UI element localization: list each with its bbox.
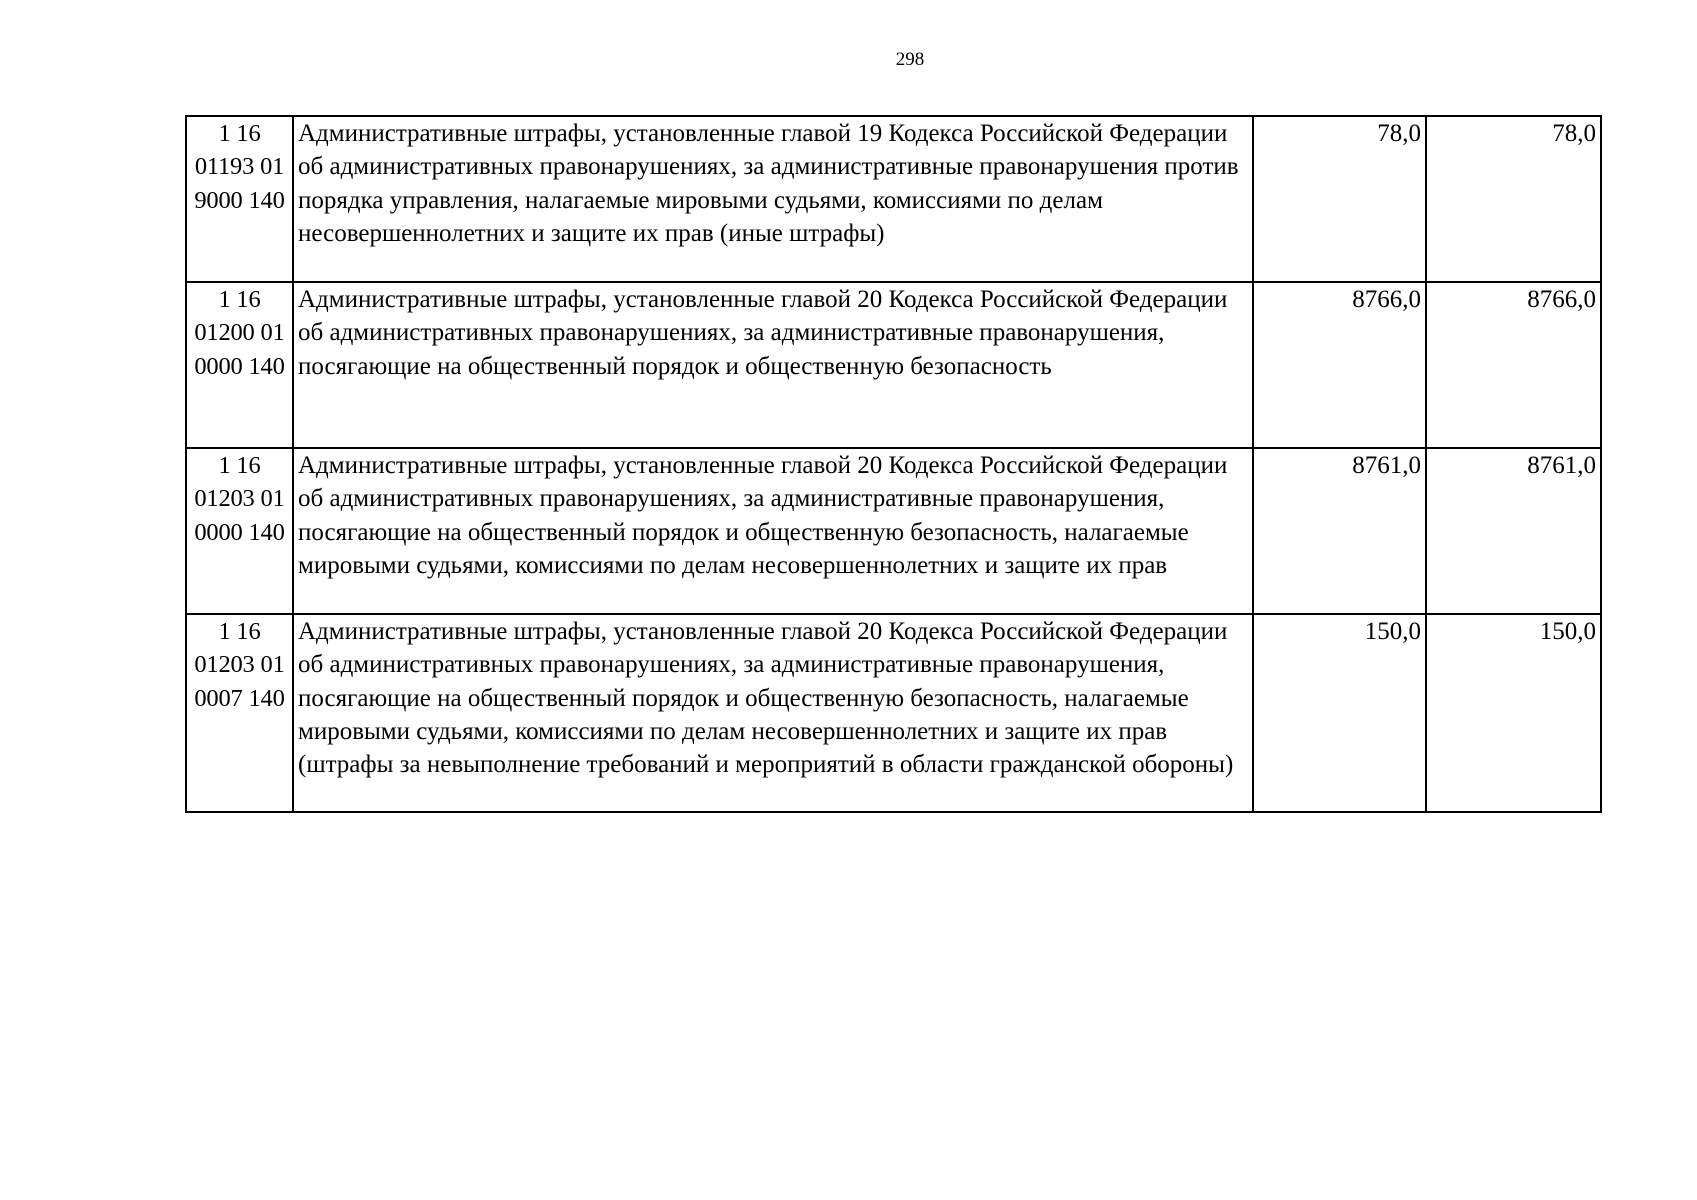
budget-code-cell (186, 282, 293, 448)
budget-code-line: 1 16 (218, 286, 261, 313)
budget-code-line: 1 16 (218, 618, 261, 645)
budget-code-line: 0007 140 (194, 684, 285, 712)
budget-code-line: 0000 140 (194, 518, 285, 546)
income-name-cell: Административные штрафы, установленные главой 19 Кодекса Российской Федерации об административных правонарушениях, за административные правонарушения против порядка управления, налагаемые мировыми судьями, комиссиями по делам несовершеннолетних и защите их прав (иные штрафы) (293, 116, 1253, 282)
budget-code-line: 9000 140 (194, 186, 285, 214)
budget-code-cell (186, 448, 293, 614)
amount-cell-2: 150,0 (1426, 614, 1601, 812)
amount-cell-2: 8761,0 (1426, 448, 1601, 614)
table-row (186, 116, 1601, 282)
budget-code-line: 01203 01 (194, 485, 285, 513)
budget-code-line: 01193 01 (194, 153, 285, 181)
amount-cell-1: 78,0 (1253, 116, 1426, 282)
income-name-cell: Административные штрафы, установленные главой 20 Кодекса Российской Федерации об административных правонарушениях, за административные правонарушения, посягающие на общественный порядок и общественную безопасность, налагаемые мировыми судьями, комиссиями по делам несовершеннолетних и защите их прав (293, 448, 1253, 614)
budget-code-line: 0000 140 (194, 352, 285, 380)
amount-cell-2: 8766,0 (1426, 282, 1601, 448)
budget-code-line: 1 16 (218, 452, 261, 479)
budget-code-line: 01203 01 (194, 651, 285, 679)
income-name-cell: Административные штрафы, установленные главой 20 Кодекса Российской Федерации об административных правонарушениях, за административные правонарушения, посягающие на общественный порядок и общественную безопасность (293, 282, 1253, 448)
table-row (186, 282, 1601, 448)
budget-code-line: 01200 01 (194, 319, 285, 347)
income-name-cell: Административные штрафы, установленные главой 20 Кодекса Российской Федерации об административных правонарушениях, за административные правонарушения, посягающие на общественный порядок и общественную безопасность, налагаемые мировыми судьями, комиссиями по делам несовершеннолетних и защите их прав (штрафы за невыполнение требований и мероприятий в области гражданской обороны) (293, 614, 1253, 812)
amount-cell-1: 8766,0 (1253, 282, 1426, 448)
budget-table (185, 115, 1602, 813)
table-row (186, 614, 1601, 812)
amount-cell-2: 78,0 (1426, 116, 1601, 282)
table-row (186, 448, 1601, 614)
amount-cell-1: 150,0 (1253, 614, 1426, 812)
budget-code-cell (186, 614, 293, 812)
budget-code-cell (186, 116, 293, 282)
page-number: 298 (895, 49, 925, 70)
budget-code-line: 1 16 (218, 120, 261, 147)
amount-cell-1: 8761,0 (1253, 448, 1426, 614)
